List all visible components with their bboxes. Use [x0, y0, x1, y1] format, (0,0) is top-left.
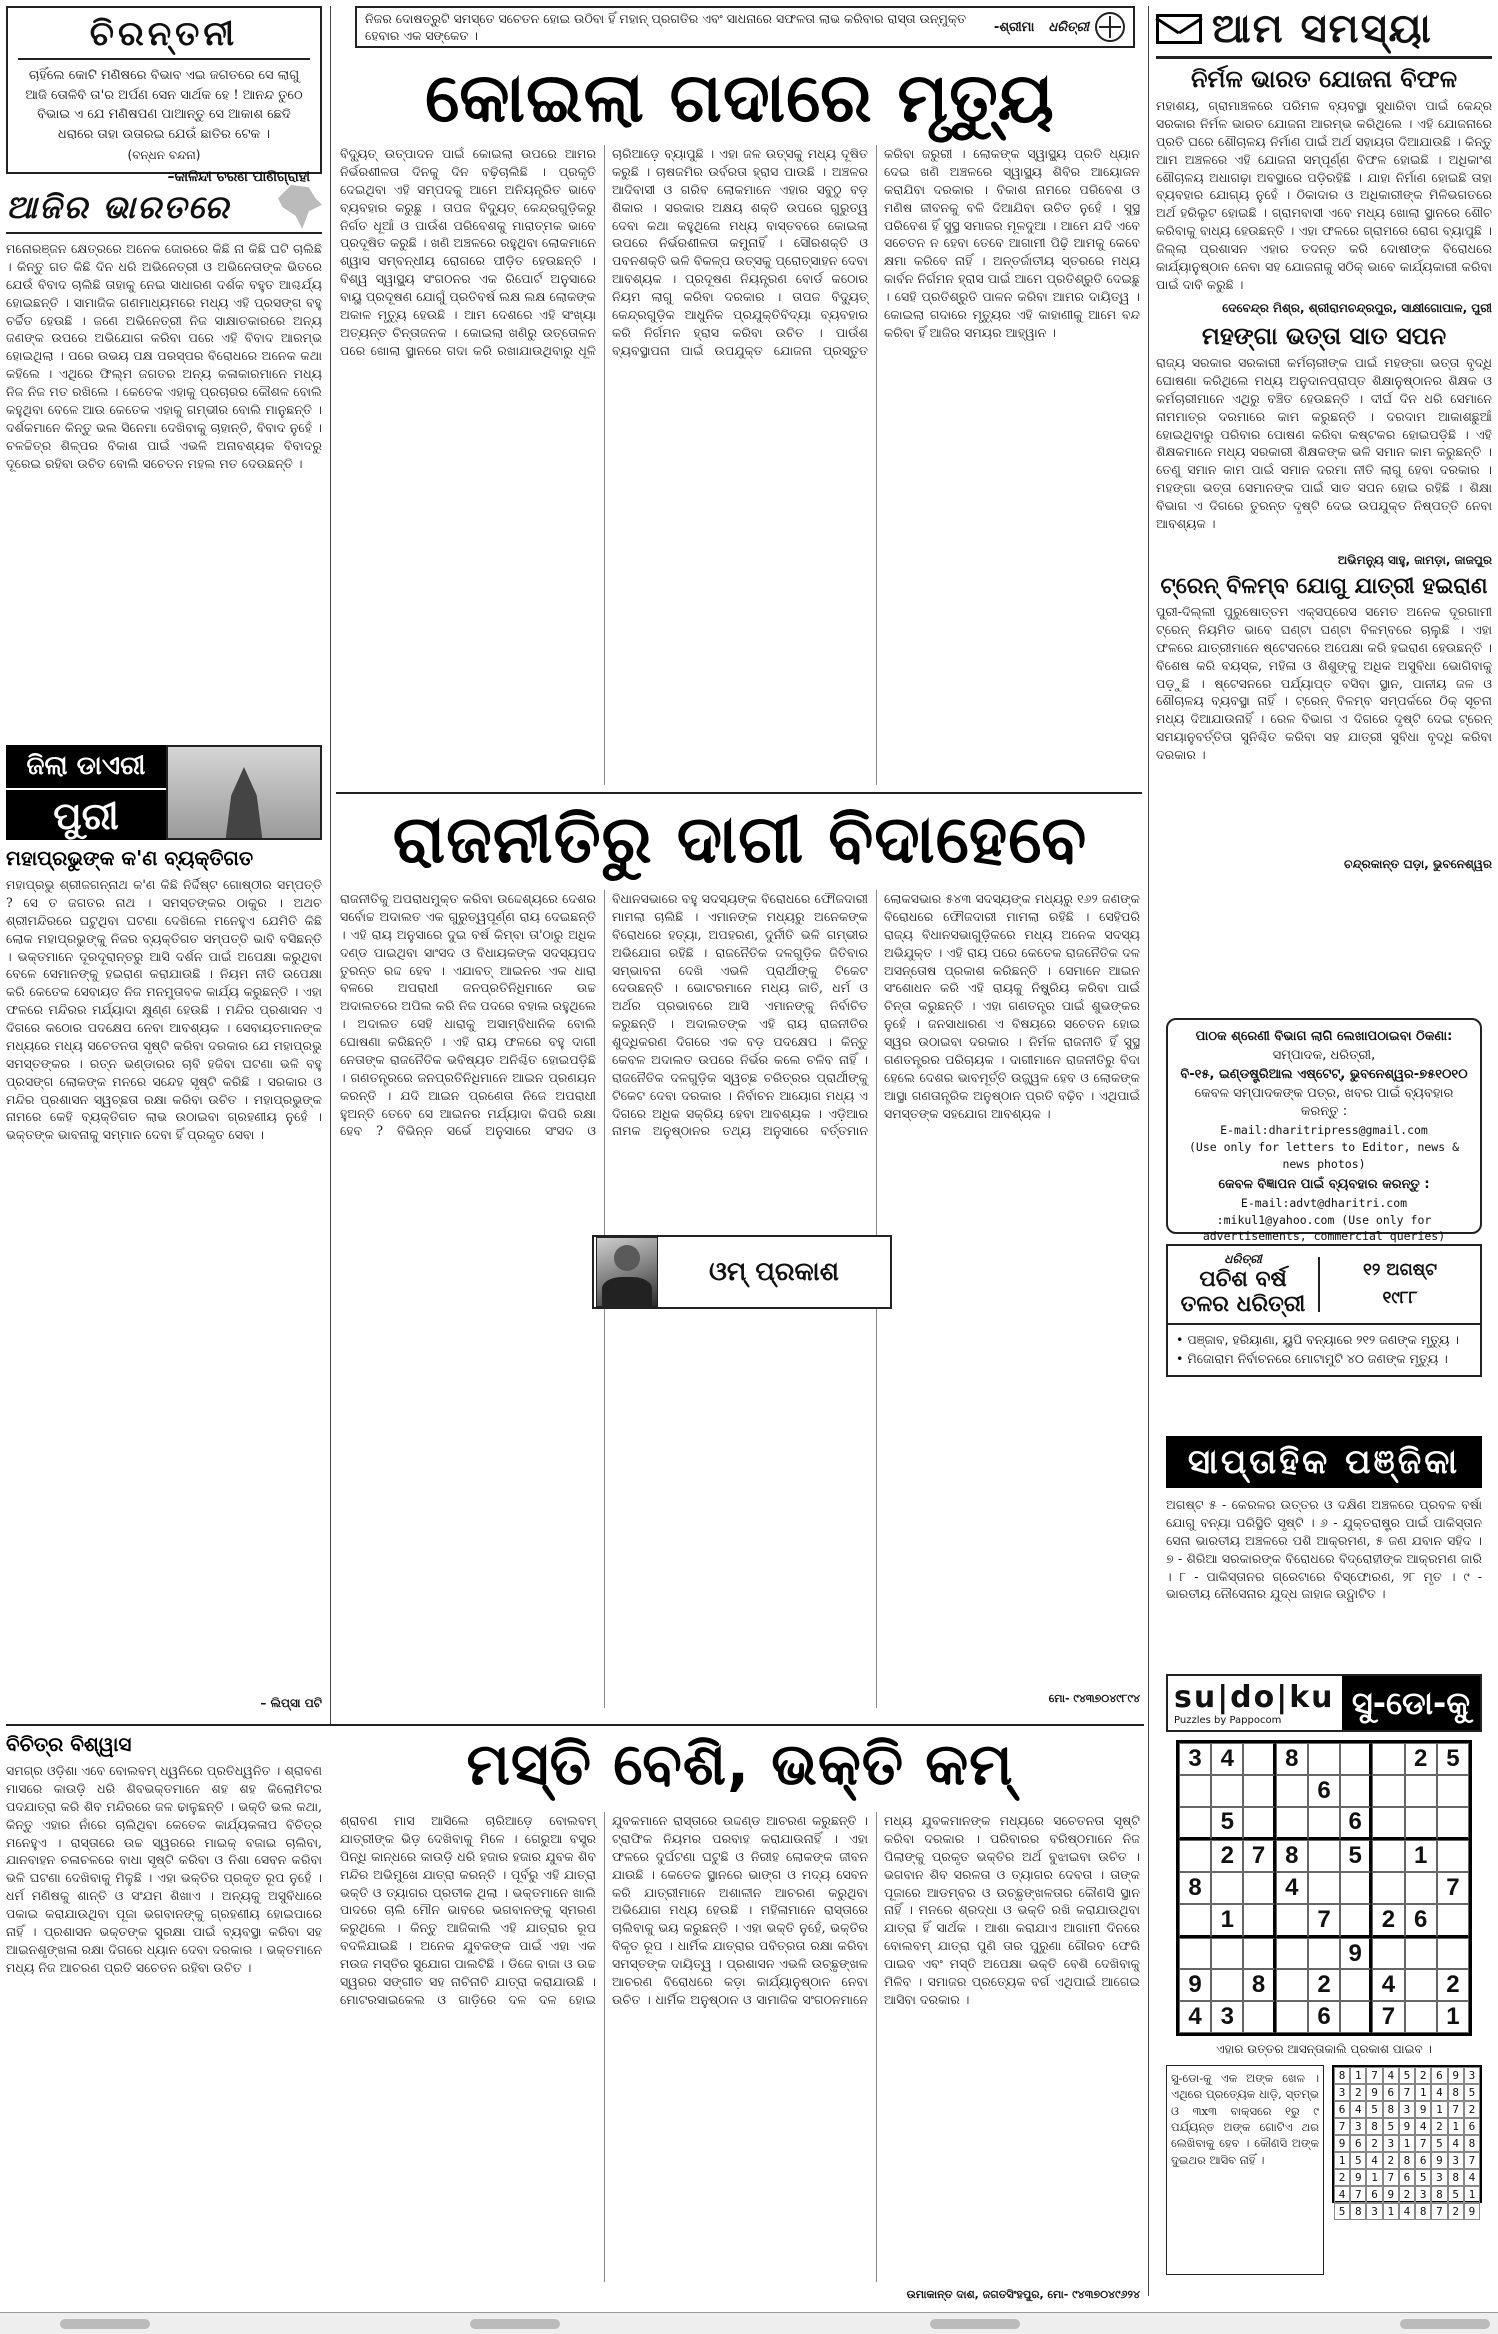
sudoku-cell[interactable] [1340, 1969, 1372, 2001]
sudoku-cell: 6 [1340, 1807, 1372, 1841]
solution-cell: 5 [1448, 2186, 1464, 2203]
sudoku-cell[interactable] [1372, 1775, 1404, 1807]
sudoku-cell: 7 [1308, 1904, 1340, 1938]
mahaprabhu-title: ମହାପ୍ରଭୁଙ୍କ କ'ଣ ବ୍ୟକ୍ତିଗତ [6, 846, 254, 870]
contact-line5: କେବଳ ବିଜ୍ଞାପନ ପାଇଁ ବ୍ୟବହାର କରନ୍ତୁ : [1218, 1177, 1430, 1193]
anniv-date1: ୧୨ ଅଗଷ୍ଟ [1362, 1260, 1438, 1281]
solution-cell: 2 [1448, 2203, 1464, 2220]
scroll-tab-left[interactable] [60, 2319, 150, 2329]
sudoku-cell: 1 [1437, 2001, 1469, 2033]
masti-body: ଶ୍ରାବଣ ମାସ ଆସିଲେ ଚାରିଆଡ଼େ ବୋଲବମ୍ ଯାତ୍ରୀଙ୍କ ଭିଡ଼ ଦେଖିବାକୁ ମିଳେ । ଗେରୁଆ ବସ୍ତ୍ର ପିନ୍ଧି କାନ୍ଧରେ କାଉଡ଼ି ଧରି ହଜାର ହଜାର ଯୁବକ ଶିବ ମନ୍ଦିର ଅଭିମୁଖେ ଯାତ୍ରା କରନ୍ତି । ପୂର୍ବରୁ ଏହି ଯାତ୍ରା ଭକ୍ତି ଓ ତ୍ୟାଗର ପ୍ରତୀକ ଥିଲା । ଭକ୍ତମାନେ ଖାଲି ପାଦରେ ଚାଲି ମୌନ ଭାବରେ ଭଗବାନଙ୍କୁ ସ୍ମରଣ କରୁଥିଲେ । କିନ୍ତୁ ଆଜିକାଲି ଏହି ଯାତ୍ରାର ରୂପ ବଦଳିଯାଇଛି । ଅନେକ ଯୁବକଙ୍କ ପାଇଁ ଏହା ଏକ ମଉଜ ମସ୍ତିର ସୁଯୋଗ ପାଲଟିଛି । ଡିଜେ ବାଜା ଓ ଉଚ୍ଚ ସ୍ୱରର ସଙ୍ଗୀତ ସହ ନାଚିନାଚି ଯାତ୍ରା କରାଯାଉଛି । ମୋଟରସାଇକେଲ ଓ ଗାଡ଼ିରେ ଦଳ ଦଳ ହୋଇ ଯୁବକମାନେ ରାସ୍ତାରେ ଉଦ୍ଦଣ୍ଡ ଆଚରଣ କରୁଛନ୍ତି । ଟ୍ରାଫିକ ନିୟମର ପରବାହ କରାଯାଉନାହିଁ । ଏହା ଫଳରେ ଦୁର୍ଘଟଣା ଘଟୁଛି ଓ ନିରୀହ ଲୋକଙ୍କ ଜୀବନ ଯାଉଛି । କେତେକ ସ୍ଥାନରେ ଭାଙ୍ଗ ଓ ମଦ୍ୟ ସେବନ କରି ଯାତ୍ରୀମାନେ ଅଶାଳୀନ ଆଚରଣ କରୁଥିବା ଅଭିଯୋଗ ମଧ୍ୟ ହେଉଛି । ମହିଳାମାନେ ରାସ୍ତାରେ ଚାଲିବାକୁ ଭୟ କରୁଛନ୍ତି । ଏହା ଭକ୍ତି ନୁହେଁ, ଭକ୍ତିର ବିକୃତ ରୂପ । ଧାର୍ମିକ ଯାତ୍ରାର ପବିତ୍ରତା ରକ୍ଷା କରିବା ସମସ୍ତଙ୍କ ଦାୟିତ୍ୱ । ପ୍ରଶାସନ ଏଭଳି ଉଚ୍ଛୃଙ୍ଖଳ ଆଚରଣ ବିରୋଧରେ କଡ଼ା କାର୍ଯ୍ୟାନୁଷ୍ଠାନ ନେବା ଉଚିତ । ଧାର୍ମିକ ଅନୁଷ୍ଠାନ ଓ ସାମାଜିକ ସଂଗଠନମାନେ ମଧ୍ୟ ଯୁବକମାନଙ୍କ ମଧ୍ୟରେ ସଚେତନତା ସୃଷ୍ଟି କରିବା ଦରକାର । ପରିବାରର ବରିଷ୍ଠମାନେ ନିଜ ପିଲାଙ୍କୁ ପ୍ରକୃତ ଭକ୍ତିର ଅର୍ଥ ବୁଝାଇବା ଉଚିତ । ଭଗବାନ ଶିବ ସରଳତା ଓ ତ୍ୟାଗର ଦେବତା । ତାଙ୍କ ପୂଜାରେ ଆଡମ୍ବର ଓ ଉଚ୍ଛୃଙ୍ଖଳତାର କୌଣସି ସ୍ଥାନ ନାହିଁ । ମନରେ ଶ୍ରଦ୍ଧା ଓ ଭକ୍ତି ରଖି କରାଯାଉଥିବା ଯାତ୍ରା ହିଁ ସାର୍ଥକ । ଆଶା କରାଯାଏ ଆଗାମୀ ଦିନରେ ବୋଲବମ୍ ଯାତ୍ରା ପୁଣି ତାର ପୁରୁଣା ଗୌରବ ଫେରି ପାଇବ ଏବଂ ମସ୍ତି ଅପେକ୍ଷା ଭକ୍ତି ବେଶି ଦେଖିବାକୁ ମିଳିବ । ସମାଜର ପ୍ରତ୍ୟେକ ବର୍ଗ ଏଥିପାଇଁ ଆଗେଇ ଆସିବା ଦରକାର । [340, 1813, 1140, 2007]
sudoku-cell[interactable] [1372, 1840, 1404, 1872]
top-quote-banner [355, 6, 1135, 48]
contact-email1-note: (Use only for letters to Editor, news & news photos) [1188, 1139, 1460, 1171]
solution-cell: 2 [1350, 2084, 1366, 2101]
sudoku-cell[interactable] [1243, 1904, 1275, 1938]
sudoku-cell[interactable] [1179, 1807, 1211, 1841]
sudoku-cell[interactable] [1405, 1775, 1437, 1807]
contact-line1: ପାଠକ ଶ୍ରେଣୀ ବିଭାଗ ଲାଗି ଲେଖାପଠାଇବା ଠିକଣା: [1195, 1029, 1453, 1044]
sudoku-cell[interactable] [1372, 1872, 1404, 1904]
zila-diary-box [6, 745, 322, 840]
sudoku-cell[interactable] [1437, 1775, 1469, 1807]
ajira-bharat-section [6, 182, 322, 742]
rajaniti-author-card [592, 1235, 892, 1309]
sudoku-cell[interactable] [1276, 1807, 1308, 1841]
sudoku-cell: 9 [1340, 1938, 1372, 1970]
sudoku-cell[interactable] [1276, 1938, 1308, 1970]
contact-email3[interactable]: :mikul1@yahoo.com (Use only for [1216, 1212, 1432, 1227]
solution-cell: 3 [1383, 2135, 1399, 2152]
sudoku-cell: 6 [1308, 2001, 1340, 2033]
solution-cell: 4 [1334, 2186, 1350, 2203]
sudoku-cell[interactable] [1405, 1807, 1437, 1841]
brand-logo: ଧରିତ୍ରୀ [1048, 19, 1089, 35]
sudoku-cell[interactable] [1308, 1840, 1340, 1872]
solution-cell: 1 [1366, 2169, 1382, 2186]
solution-cell: 3 [1366, 2203, 1382, 2220]
solution-cell: 6 [1415, 2152, 1431, 2169]
solution-cell: 7 [1366, 2067, 1382, 2084]
solution-cell: 6 [1383, 2084, 1399, 2101]
contact-email2[interactable]: E-mail:advt@dharitri.com [1240, 1196, 1408, 1211]
solution-cell: 5 [1399, 2067, 1415, 2084]
sudoku-grid [1176, 1740, 1472, 2036]
sudoku-cell[interactable] [1340, 1904, 1372, 1938]
sudoku-cell[interactable] [1243, 1775, 1275, 1807]
solution-cell: 1 [1334, 2152, 1350, 2169]
mahaprabhu-author: – ଲିପ୍ସା ପଟି [260, 1696, 322, 1710]
anniv-label2: ତଳର ଧରିତ୍ରୀ [1180, 1292, 1306, 1317]
solution-cell: 9 [1334, 2135, 1350, 2152]
solution-cell: 2 [1366, 2135, 1382, 2152]
solution-cell: 5 [1431, 2135, 1447, 2152]
sudoku-cell[interactable] [1211, 1775, 1243, 1807]
sudoku-cell[interactable] [1243, 1872, 1275, 1904]
contact-line4: କେବଳ ସମ୍ପାଦକଙ୍କ ପତ୍ର, ଖବର ପାଇଁ ବ୍ୟବହାର କରନ୍ତୁ : [1194, 1085, 1454, 1120]
sudoku-cell: 2 [1437, 1969, 1469, 2001]
sudoku-cell[interactable] [1243, 2001, 1275, 2033]
solution-cell: 9 [1399, 2118, 1415, 2135]
solution-cell: 9 [1448, 2067, 1464, 2084]
solution-cell: 3 [1399, 2101, 1415, 2118]
sudoku-cell: 7 [1437, 1872, 1469, 1904]
solution-cell: 4 [1399, 2203, 1415, 2220]
temple-photo [166, 745, 322, 840]
anniv-item2: • ମିଜୋରାମ ନିର୍ବାଚନରେ ମୋଟାମୁଟି ୪୦ ଜଣଙ୍କ ମୃତ୍ୟୁ । [1176, 1350, 1448, 1366]
letter1-body: ମହାଶୟ, ଗ୍ରାମାଞ୍ଚଳରେ ପରିମଳ ବ୍ୟବସ୍ଥା ସୁଧାରିବା ପାଇଁ କେନ୍ଦ୍ର ସରକାର ନିର୍ମଳ ଭାରତ ଯୋଜନା ଆରମ୍ଭ କରିଥିଲେ । ଏହି ଯୋଜନାରେ ପ୍ରତି ଘରେ ଶୌଚାଳୟ ନିର୍ମାଣ ପାଇଁ ଅର୍ଥ ସହାୟତା ଦିଆଯାଉଛି । କିନ୍ତୁ ଆମ ଅଞ୍ଚଳରେ ଏହି ଯୋଜନା ସମ୍ପୂର୍ଣ୍ଣ ବିଫଳ ହୋଇଛି । ଅଧିକାଂଶ ଶୌଚାଳୟ ଅଧାଗଢ଼ା ଅବସ୍ଥାରେ ପଡ଼ିରହିଛି । ଯାହା ନିର୍ମାଣ ହୋଇଛି ତାହା ବ୍ୟବହାର ଯୋଗ୍ୟ ନୁହେଁ । ଠିକାଦାର ଓ ଅଧିକାରୀଙ୍କ ମିଳିଭଗତରେ ଅର୍ଥ ହରିଲୁଟ ହୋଇଛି । ଗ୍ରାମବାସୀ ଏବେ ମଧ୍ୟ ଖୋଲା ସ୍ଥାନରେ ଶୌଚ କରିବାକୁ ବାଧ୍ୟ ହେଉଛନ୍ତି । ଏହା ଫଳରେ ଗ୍ରାମରେ ରୋଗ ବ୍ୟାପୁଛି । ଜିଲ୍ଲା ପ୍ରଶାସନ ଏହାର ତଦନ୍ତ କରି ଦୋଷୀଙ୍କ ବିରୋଧରେ କାର୍ଯ୍ୟାନୁଷ୍ଠାନ ନେବା ସହ ଯୋଜନାକୁ ସଠିକ୍ ଭାବେ କାର୍ଯ୍ୟକାରୀ କରିବା ପାଇଁ ଦାବି କରୁଛି । [1156, 98, 1492, 292]
panjika-body: ଅଗଷ୍ଟ ୫ - କେରଳର ଉତ୍ତର ଓ ଦକ୍ଷିଣ ଅଞ୍ଚଳରେ ପ୍ରବଳ ବର୍ଷା ଯୋଗୁ ବନ୍ୟା ପରିସ୍ଥିତି ସୃଷ୍ଟି । ୬ - ଯୁକ୍ତରାଷ୍ଟ୍ର ପାଇଁ ପାକିସ୍ତାନ ସେନା ଭାରତୀୟ ଅଞ୍ଚଳରେ ପଶି ଆକ୍ରମଣ, ୫ ଜଣ ଯବାନ ସହିଦ । ୭ - ଶିରିଆ ସରକାରଙ୍କ ବିରୋଧରେ ବିଦ୍ରୋହୀଙ୍କ ଆକ୍ରମଣ ଜାରି । ୮ - ପାକିସ୍ତାନର ଗ୍ରେଟାରେ ବିସ୍ଫୋରଣ, ୨୮ ମୃତ । ୯ - ଭାରତୀୟ ନୌସେନାର ଯୁଦ୍ଧ ଜାହାଜ ଉଦ୍ଘାଟିତ । [1166, 1497, 1482, 1602]
sudoku-cell[interactable] [1276, 1904, 1308, 1938]
solution-cell: 4 [1366, 2152, 1382, 2169]
solution-cell: 7 [1399, 2084, 1415, 2101]
rajaniti-author-name: ଓମ୍ ପ୍ରକାଶ [708, 1256, 840, 1287]
solution-cell: 7 [1448, 2101, 1464, 2118]
solution-cell: 7 [1431, 2203, 1447, 2220]
sudoku-cell[interactable] [1276, 1969, 1308, 2001]
solution-cell: 8 [1366, 2118, 1382, 2135]
sudoku-cell[interactable] [1405, 1938, 1437, 1970]
sudoku-cell[interactable] [1308, 1743, 1340, 1775]
sudoku-cell[interactable] [1340, 1743, 1372, 1775]
chirantani-title: ଚିରନ୍ତନୀ [18, 14, 310, 60]
bichitra-section [6, 1732, 322, 2302]
sudoku-cell[interactable] [1405, 1969, 1437, 2001]
sudoku-cell[interactable] [1372, 1938, 1404, 1970]
sudoku-cell[interactable] [1179, 1938, 1211, 1970]
letter3-title: ଟ୍ରେନ୍ ବିଳମ୍ବ ଯୋଗୁ ଯାତ୍ରୀ ହଇରାଣ [1160, 574, 1488, 599]
letter3-body: ପୁରୀ-ଦିଲ୍ଲୀ ପୁରୁଷୋତ୍ତମ ଏକ୍ସପ୍ରେସ ସମେତ ଅନେକ ଦୂରଗାମୀ ଟ୍ରେନ୍ ନିୟମିତ ଭାବେ ଘଣ୍ଟା ଘଣ୍ଟା ବିଳମ୍ବରେ ଚାଲୁଛି । ଏହା ଫଳରେ ଯାତ୍ରୀମାନେ ଷ୍ଟେସନରେ ଅପେକ୍ଷା କରି ହଇରାଣ ହେଉଛନ୍ତି । ବିଶେଷ କରି ବୟସ୍କ, ମହିଳା ଓ ଶିଶୁଙ୍କୁ ଅଧିକ ଅସୁବିଧା ଭୋଗିବାକୁ ପଡ଼ୁଛି । ଷ୍ଟେସନରେ ପର୍ଯ୍ୟାପ୍ତ ବସିବା ସ୍ଥାନ, ପାନୀୟ ଜଳ ଓ ଶୌଚାଳୟ ବ୍ୟବସ୍ଥା ନାହିଁ । ଟ୍ରେନ୍ ବିଳମ୍ବ ସମ୍ପର୍କରେ ଠିକ୍ ସୂଚନା ମଧ୍ୟ ଦିଆଯାଉନାହିଁ । ରେଳ ବିଭାଗ ଏ ଦିଗରେ ଦୃଷ୍ଟି ଦେଇ ଟ୍ରେନ୍ ସମୟାନୁବର୍ତ୍ତିତା ସୁନିଶ୍ଚିତ କରିବା ସହ ଯାତ୍ରୀ ସୁବିଧା ବୃଦ୍ଧି କରିବା ଦରକାର । [1156, 604, 1492, 762]
solution-cell: 1 [1383, 2203, 1399, 2220]
sudoku-cell[interactable] [1405, 1872, 1437, 1904]
solution-cell: 3 [1350, 2118, 1366, 2135]
sudoku-cell[interactable] [1308, 1872, 1340, 1904]
sudoku-cell[interactable] [1179, 1775, 1211, 1807]
solution-cell: 4 [1415, 2118, 1431, 2135]
solution-cell: 2 [1383, 2152, 1399, 2169]
solution-cell: 5 [1383, 2118, 1399, 2135]
solution-cell: 4 [1464, 2169, 1480, 2186]
solution-cell: 5 [1415, 2169, 1431, 2186]
solution-cell: 1 [1448, 2118, 1464, 2135]
solution-cell: 8 [1334, 2067, 1350, 2084]
sudoku-cell: 4 [1179, 2001, 1211, 2033]
sudoku-cell: 5 [1437, 1743, 1469, 1775]
sudoku-cell[interactable] [1243, 1743, 1275, 1775]
sudoku-cell: 4 [1276, 1872, 1308, 1904]
koila-body: ବିଦ୍ୟୁତ୍ ଉତ୍ପାଦନ ପାଇଁ କୋଇଲା ଉପରେ ଆମର ନିର୍ଭରଶୀଳତା ଦିନକୁ ଦିନ ବଢ଼ିଚାଲିଛି । ପ୍ରକୃତି ଦେଇଥିବା ଏହି ସମ୍ପଦକୁ ଆମେ ଅନିୟନ୍ତ୍ରିତ ଭାବେ ବ୍ୟବହାର କରୁଛୁ । ତାପଜ ବିଦ୍ୟୁତ୍ କେନ୍ଦ୍ରଗୁଡ଼ିକରୁ ନିର୍ଗତ ଧୂଆଁ ଓ ପାଉଁଶ ପରିବେଶକୁ ମାରାତ୍ମକ ଭାବେ ପ୍ରଦୂଷିତ କରୁଛି । ଖଣି ଅଞ୍ଚଳରେ ରହୁଥିବା ଲୋକମାନେ ଶ୍ୱାସ ସମ୍ବନ୍ଧୀୟ ରୋଗରେ ପୀଡ଼ିତ ହେଉଛନ୍ତି । ବିଶ୍ୱ ସ୍ୱାସ୍ଥ୍ୟ ସଂଗଠନର ଏକ ରିପୋର୍ଟ ଅନୁସାରେ ବାୟୁ ପ୍ରଦୂଷଣ ଯୋଗୁଁ ପ୍ରତିବର୍ଷ ଲକ୍ଷ ଲକ୍ଷ ଲୋକଙ୍କ ଅକାଳ ମୃତ୍ୟୁ ହେଉଛି । ଆମ ଦେଶରେ ଏହି ସଂଖ୍ୟା ଅତ୍ୟନ୍ତ ଚିନ୍ତାଜନକ । କୋଇଲା ଖଣିରୁ ଉତ୍ତୋଳନ ପରେ ଖୋଲା ସ୍ଥାନରେ ଗଦା କରି ରଖାଯାଉଥିବାରୁ ଧୂଳି ଚାରିଆଡ଼େ ବ୍ୟାପୁଛି । ଏହା ଜଳ ଉତ୍ସକୁ ମଧ୍ୟ ଦୂଷିତ କରୁଛି । ଚାଷଜମିର ଉର୍ବରତା ହ୍ରାସ ପାଉଛି । ଅଞ୍ଚଳର ଆଦିବାସୀ ଓ ଗରିବ ଲୋକମାନେ ଏହାର ସବୁଠୁ ବଡ଼ ଶିକାର । ସରକାର ଅକ୍ଷୟ ଶକ୍ତି ଉପରେ ଗୁରୁତ୍ୱ ଦେବା କଥା କହୁଥିଲେ ମଧ୍ୟ ବାସ୍ତବରେ କୋଇଲା ଉପରେ ନିର୍ଭରଶୀଳତା କମୁନାହିଁ । ସୌରଶକ୍ତି ଓ ପବନଶକ୍ତି ଭଳି ବିକଳ୍ପ ଉତ୍ସକୁ ପ୍ରୋତ୍ସାହନ ଦେବା ଆବଶ୍ୟକ । ପ୍ରଦୂଷଣ ନିୟନ୍ତ୍ରଣ ବୋର୍ଡ କଠୋର ନିୟମ ଲାଗୁ କରିବା ଦରକାର । ତାପଜ ବିଦ୍ୟୁତ୍ କେନ୍ଦ୍ରଗୁଡ଼ିକ ଆଧୁନିକ ପ୍ରଯୁକ୍ତିବିଦ୍ୟା ବ୍ୟବହାର କରି ନିର୍ଗମନ ହ୍ରାସ କରିବା ଉଚିତ । ପାଉଁଶ ବ୍ୟବସ୍ଥାପନା ପାଇଁ ଉପଯୁକ୍ତ ଯୋଜନା ପ୍ରସ୍ତୁତ କରିବା ଜରୁରୀ । ଲୋକଙ୍କ ସ୍ୱାସ୍ଥ୍ୟ ପ୍ରତି ଧ୍ୟାନ ଦେଇ ଖଣି ଅଞ୍ଚଳରେ ସ୍ୱାସ୍ଥ୍ୟ ଶିବିର ଆୟୋଜନ କରାଯିବା ଦରକାର । ବିକାଶ ନାମରେ ପରିବେଶ ଓ ମଣିଷ ଜୀବନକୁ ବଳି ଦିଆଯିବା ଉଚିତ ନୁହେଁ । ସୁସ୍ଥ ପରିବେଶ ହିଁ ସୁସ୍ଥ ସମାଜର ମୂଳଦୁଆ । ଆମେ ଯଦି ଏବେ ସଚେତନ ନ ହେବା ତେବେ ଆଗାମୀ ପିଢ଼ି ଆମକୁ କେବେ କ୍ଷମା କରିବେ ନାହିଁ । ଅନ୍ତର୍ଜାତୀୟ ସ୍ତରରେ ମଧ୍ୟ କାର୍ବନ ନିର୍ଗମନ ହ୍ରାସ ପାଇଁ ଆମେ ପ୍ରତିଶ୍ରୁତି ଦେଇଛୁ । ସେହି ପ୍ରତିଶ୍ରୁତି ପାଳନ କରିବା ଆମର ଦାୟିତ୍ୱ । କୋଇଲା ଗଦାରେ ମୃତ୍ୟୁର ଏହି କାହାଣୀକୁ ଆମେ ବନ୍ଦ କରିବା ହିଁ ଆଜିର ସମୟର ଆହ୍ୱାନ । [340, 146, 1140, 358]
panjika-title: ସାପ୍ତାହିକ ପଞ୍ଜିକା [1166, 1436, 1482, 1488]
masti-headline: ମସ୍ତି ବେଶି, ଭକ୍ତି କମ୍ [466, 1730, 1014, 1798]
contact-line3: ବି-୧୫, ଇଣ୍ଡଷ୍ଟ୍ରିଆଲ ଏଷ୍ଟେଟ୍, ଭୁବନେଶ୍ୱର-୭୫୧୦୧୦ [1180, 1066, 1468, 1082]
contact-line2: ସମ୍ପାଦକ, ଧରିତ୍ରୀ, [1272, 1047, 1376, 1063]
sudoku-cell[interactable] [1211, 1938, 1243, 1970]
sudoku-cell[interactable] [1243, 1807, 1275, 1841]
solution-cell: 1 [1431, 2101, 1447, 2118]
solution-cell: 7 [1415, 2135, 1431, 2152]
anniv-date2: ୧୯୮୮ [1382, 1287, 1418, 1308]
rajaniti-contact: ମୋ- ୯୪୩୭୦୪୯୮୯୪ [1048, 1692, 1140, 1705]
mahaprabhu-section [6, 846, 322, 1718]
sudoku-cell[interactable] [1437, 1807, 1469, 1841]
letter2-body: ରାଜ୍ୟ ସରକାର ସରକାରୀ କର୍ମଚାରୀଙ୍କ ପାଇଁ ମହଙ୍ଗା ଭତ୍ତା ବୃଦ୍ଧି ଘୋଷଣା କରିଥିଲେ ମଧ୍ୟ ଅନୁଦାନପ୍ରାପ୍ତ ଶିକ୍ଷାନୁଷ୍ଠାନର ଶିକ୍ଷକ ଓ କର୍ମଚାରୀମାନେ ଏଥିରୁ ବଞ୍ଚିତ ହେଉଛନ୍ତି । ଦୀର୍ଘ ଦିନ ଧରି ସେମାନେ ନାମମାତ୍ର ଦରମାରେ କାମ କରୁଛନ୍ତି । ଦରଦାମ ଆକାଶଛୁଆଁ ହୋଇଥିବାରୁ ପରିବାର ପୋଷଣ କରିବା କଷ୍ଟକର ହୋଇପଡ଼ିଛି । ଏହି ଶିକ୍ଷକମାନେ ମଧ୍ୟ ସରକାରୀ ଶିକ୍ଷକଙ୍କ ଭଳି ସମାନ କାମ କରୁଛନ୍ତି । ତେଣୁ ସମାନ କାମ ପାଇଁ ସମାନ ଦରମା ନୀତି ଲାଗୁ ହେବା ଦରକାର । ମହଙ୍ଗା ଭତ୍ତା ସେମାନଙ୍କ ପାଇଁ ସାତ ସପନ ହୋଇ ରହିଛି । ଶିକ୍ଷା ବିଭାଗ ଏ ଦିଗରେ ତୁରନ୍ତ ଦୃଷ୍ଟି ଦେଇ ଉପଯୁକ୍ତ ନିଷ୍ପତ୍ତି ନେବା ଆବଶ୍ୟକ । [1156, 355, 1492, 531]
sudoku-cell: 6 [1308, 1775, 1340, 1807]
sudoku-section [1166, 1674, 1482, 2275]
sudoku-cell: 5 [1211, 1807, 1243, 1841]
sudoku-cell: 7 [1243, 1840, 1275, 1872]
solution-cell: 8 [1464, 2135, 1480, 2152]
solution-cell: 3 [1415, 2186, 1431, 2203]
solution-cell: 6 [1366, 2186, 1382, 2203]
chirantani-author: –କାଳିନ୍ଦୀ ଚରଣ ପାଣିଗ୍ରାହୀ [167, 169, 310, 185]
anniv-brand: ଧରିତ୍ରୀ [1224, 1252, 1262, 1266]
india-map-icon [278, 185, 322, 229]
sudoku-cell[interactable] [1211, 1969, 1243, 2001]
solution-cell: 9 [1383, 2186, 1399, 2203]
author-photo [596, 1237, 658, 1307]
bichitra-body: ସମଗ୍ର ଓଡ଼ିଶା ଏବେ ବୋଲବମ୍ ଧ୍ୱନିରେ ପ୍ରତିଧ୍ୱନିତ । ଶ୍ରାବଣ ମାସରେ କାଉଡ଼ି ଧରି ଶିବଭକ୍ତମାନେ ଶହ ଶହ କିଲୋମିଟର ପଦଯାତ୍ରା କରି ଶିବ ମନ୍ଦିରରେ ଜଳ ଢାଳୁଛନ୍ତି । ଭକ୍ତି ଭଲ କଥା, କିନ୍ତୁ ଏହାର ନାଁରେ ଚାଲିଥିବା କେତେକ କାର୍ଯ୍ୟକଳାପ ବିଚିତ୍ର ମନେହୁଏ । ରାସ୍ତାରେ ଉଚ୍ଚ ସ୍ୱରରେ ମାଇକ୍ ବଜାଇ ଚାଲିବା, ଯାନବାହନ ଚଳାଚଳରେ ବାଧା ସୃଷ୍ଟି କରିବା ଓ ନିଶା ସେବନ କରିବା ଭଳି ଘଟଣା ଦେଖିବାକୁ ମିଳୁଛି । ଏହା ଭକ୍ତିର ପ୍ରକୃତ ରୂପ ନୁହେଁ । ଧର୍ମ ମଣିଷକୁ ଶାନ୍ତି ଓ ସଂଯମ ଶିଖାଏ । ଅନ୍ୟକୁ ଅସୁବିଧାରେ ପକାଇ କରାଯାଉଥିବା ପୂଜା ଭଗବାନଙ୍କୁ ଗ୍ରହଣୀୟ ହୋଇପାରେ ନାହିଁ । ପ୍ରଶାସନ ଭକ୍ତଙ୍କ ସୁରକ୍ଷା ପାଇଁ ବ୍ୟବସ୍ଥା କରିବା ସହ ଆଇନଶୃଙ୍ଖଳା ରକ୍ଷା ଦିଗରେ ଧ୍ୟାନ ଦେବା ଦରକାର । ଭକ୍ତମାନେ ମଧ୍ୟ ନିଜ ଆଚରଣ ପ୍ରତି ସଚେତନ ରହିବା ଉଚିତ । [6, 1763, 322, 1975]
solution-cell: 2 [1431, 2118, 1447, 2135]
koila-headline: କୋଇଲା ଗଦାରେ ମୃତ୍ୟୁ [425, 59, 1055, 138]
zila-diary-label: ଜିଲା ଡାଏରୀ [6, 745, 166, 790]
sudoku-answer-note: ଏହାର ଉତ୍ତର ଆସନ୍ତାକାଲି ପ୍ରକାଶ ପାଇବ । [1216, 2042, 1432, 2056]
sudoku-credit: Puzzles by Pappocom [1174, 1715, 1282, 1726]
sudoku-cell[interactable] [1372, 1743, 1404, 1775]
solution-cell: 2 [1464, 2101, 1480, 2118]
solution-cell: 8 [1350, 2203, 1366, 2220]
sudoku-cell[interactable] [1308, 1938, 1340, 1970]
solution-cell: 7 [1383, 2169, 1399, 2186]
contact-box [1166, 1018, 1482, 1244]
solution-cell: 8 [1383, 2101, 1399, 2118]
sudoku-cell: 6 [1405, 1904, 1437, 1938]
chirantani-box [6, 6, 322, 185]
scroll-tab-right[interactable] [1400, 2319, 1490, 2329]
solution-cell: 6 [1399, 2169, 1415, 2186]
sudoku-cell[interactable] [1276, 1775, 1308, 1807]
solution-cell: 5 [1334, 2203, 1350, 2220]
solution-cell: 5 [1366, 2101, 1382, 2118]
zila-diary-district: ପୁରୀ [53, 794, 119, 838]
solution-cell: 7 [1464, 2152, 1480, 2169]
sudoku-cell[interactable] [1243, 1938, 1275, 1970]
scroll-tab-mid1[interactable] [470, 2319, 560, 2329]
anniv-item1: • ପଞ୍ଜାବ, ହରିୟାଣା, ୟୁପି ବନ୍ୟାରେ ୨୧୨ ଜଣଙ୍କ ମୃତ୍ୟୁ । [1176, 1332, 1460, 1347]
letter3-signature: ଚନ୍ଦ୍ରକାନ୍ତ ଘଡ଼ା, ଭୁବନେଶ୍ୱର [1344, 857, 1492, 871]
sudoku-cell[interactable] [1179, 1904, 1211, 1938]
solution-cell: 9 [1366, 2084, 1382, 2101]
solution-cell: 4 [1350, 2101, 1366, 2118]
sudoku-cell[interactable] [1437, 1938, 1469, 1970]
sudoku-cell[interactable] [1211, 1872, 1243, 1904]
anniv-label1: ପଚିଶ ବର୍ଷ [1199, 1267, 1287, 1292]
envelope-icon [1156, 14, 1202, 44]
mahaprabhu-body: ମହାପ୍ରଭୁ ଶ୍ରୀଜଗନ୍ନାଥ କ'ଣ କିଛି ନିର୍ଦ୍ଦିଷ୍ଟ ଗୋଷ୍ଠୀର ସମ୍ପତ୍ତି ? ସେ ତ ଜଗତର ନାଥ । ସମସ୍ତଙ୍କର ଠାକୁର । ଅଥଚ ଶ୍ରୀମନ୍ଦିରରେ ଘଟୁଥିବା ଘଟଣା ଦେଖିଲେ ମନେହୁଏ ଯେମିତି କିଛି ଲୋକ ମହାପ୍ରଭୁଙ୍କୁ ନିଜର ବ୍ୟକ୍ତିଗତ ସମ୍ପତ୍ତି ଭାବି ବସିଛନ୍ତି । ଭକ୍ତମାନେ ଦୂରଦୂରାନ୍ତରୁ ଆସି ଦର୍ଶନ ପାଇଁ ଅପେକ୍ଷା କରୁଥିବା ବେଳେ ସେମାନଙ୍କୁ ହଇରାଣ କରାଯାଉଛି । ନିୟମ ନୀତି ଉପେକ୍ଷା କରି କେତେକ ସେବାୟତ ନିଜ ମନମୁତାବକ କାର୍ଯ୍ୟ କରୁଛନ୍ତି । ଏହା ଫଳରେ ମନ୍ଦିରର ମର୍ଯ୍ୟାଦା କ୍ଷୁଣ୍ଣ ହେଉଛି । ମନ୍ଦିର ପ୍ରଶାସନ ଏ ଦିଗରେ କଠୋର ପଦକ୍ଷେପ ନେବା ଆବଶ୍ୟକ । ସେବାୟତମାନଙ୍କ ମଧ୍ୟରେ ମଧ୍ୟ ସଚେତନତା ସୃଷ୍ଟି କରିବା ଦରକାର ଯେ ମହାପ୍ରଭୁ ସମସ୍ତଙ୍କର । ରତ୍ନ ଭଣ୍ଡାରର ଚାବି ହଜିବା ଘଟଣା ଭଳି ବହୁ ପ୍ରସଙ୍ଗ ଲୋକଙ୍କ ମନରେ ସନ୍ଦେହ ସୃଷ୍ଟି କରିଛି । ସରକାର ଓ ମନ୍ଦିର ପ୍ରଶାସନ ସ୍ୱଚ୍ଛତା ରକ୍ଷା କରିବା ଉଚିତ । ମହାପ୍ରଭୁଙ୍କ ନାମରେ କେହି ବ୍ୟକ୍ତିଗତ ଲାଭ ଉଠାଇବା ଗ୍ରହଣୀୟ ନୁହେଁ । ଭକ୍ତଙ୍କ ଭାବନାକୁ ସମ୍ମାନ ଦେବା ହିଁ ପ୍ରକୃତ ସେବା । [6, 877, 322, 1143]
letter2-signature: ଅଭିମନ୍ୟୁ ସାହୁ, ଜାମଡ଼ା, ଜାଜପୁର [1337, 553, 1492, 567]
contact-email1[interactable]: E-mail:dharitripress@gmail.com [1220, 1123, 1428, 1138]
solution-cell: 2 [1399, 2186, 1415, 2203]
solution-cell: 8 [1415, 2203, 1431, 2220]
sudoku-cell: 7 [1372, 2001, 1404, 2033]
letters-section-title: ଆମ ସମସ୍ୟା [1212, 6, 1433, 52]
top-quote-author: -ଶ୍ରୀମା [993, 19, 1035, 35]
sudoku-cell: 3 [1211, 2001, 1243, 2033]
solution-cell: 7 [1350, 2186, 1366, 2203]
sudoku-cell[interactable] [1340, 2001, 1372, 2033]
sudoku-odia-title: ସୁ-ଡୋ-କୁ [1342, 1676, 1480, 1730]
solution-cell: 5 [1464, 2084, 1480, 2101]
solution-cell: 5 [1350, 2152, 1366, 2169]
solution-cell: 2 [1415, 2067, 1431, 2084]
sudoku-cell[interactable] [1179, 1840, 1211, 1872]
solution-cell: 6 [1464, 2118, 1480, 2135]
solution-cell: 3 [1464, 2067, 1480, 2084]
sudoku-cell[interactable] [1405, 2001, 1437, 2033]
sudoku-cell: 8 [1276, 1840, 1308, 1872]
sudoku-cell[interactable] [1437, 1904, 1469, 1938]
sudoku-cell: 2 [1372, 1904, 1404, 1938]
sudoku-cell: 8 [1243, 1969, 1275, 2001]
bottom-scrollbar[interactable] [0, 2312, 1498, 2334]
sudoku-cell: 5 [1340, 1840, 1372, 1872]
solution-cell: 9 [1464, 2203, 1480, 2220]
sudoku-cell[interactable] [1276, 2001, 1308, 2033]
solution-cell: 1 [1399, 2135, 1415, 2152]
solution-cell: 8 [1448, 2169, 1464, 2186]
solution-cell: 4 [1431, 2084, 1447, 2101]
sudoku-brand: su|do|ku [1174, 1680, 1335, 1715]
chirantani-quote: ଚାହିଁଲେ କୋଟି ମଣିଷରେ ବିଭାବ ଏଇ ଜଗତରେ ସେ ଲାଗୁ ଆଜି ତୋଳିବି ତା'ର ଅର୍ପଣ ସେନ ସାର୍ଥକ ହେ ! ଆନନ୍ଦ ତୁଠେ ବିଭାଇ ଏ ଯେ ମଣିଷପଣ ପାଆନ୍ତୁ ସେ ଆକାଶ ଛେଦି ଧରାରେ ତାହା ଉତାରଇ ଯେଉଁ ଛାତିର ଟେକ । [25, 68, 303, 142]
solution-cell: 1 [1415, 2084, 1431, 2101]
solution-cell: 3 [1334, 2084, 1350, 2101]
solution-cell: 4 [1448, 2135, 1464, 2152]
anniversary-box [1166, 1244, 1482, 1377]
sudoku-rules: ସୁ-ଡୋ-କୁ ଏକ ଅଙ୍କ ଖେଳ । ଏଥିରେ ପ୍ରତ୍ୟେକ ଧାଡ଼ି, ସ୍ତମ୍ଭ ଓ ୩x୩ ବାକ୍ସରେ ୧ରୁ ୯ ପର୍ଯ୍ୟନ୍ତ ଅଙ୍କ ଗୋଟିଏ ଥର ଲେଖିବାକୁ ହେବ । କୌଣସି ଅଙ୍କ ଦୁଇଥର ଆସିବ ନାହିଁ । [1166, 2065, 1324, 2275]
letter2-title: ମହଙ୍ଗା ଭତ୍ତା ସାତ ସପନ [1201, 322, 1447, 350]
letters-section [1156, 6, 1492, 1010]
sudoku-cell: 4 [1372, 1969, 1404, 2001]
sudoku-cell: 1 [1211, 1904, 1243, 1938]
solution-cell: 6 [1350, 2135, 1366, 2152]
sudoku-prev-solution [1332, 2065, 1482, 2218]
solution-cell: 6 [1334, 2101, 1350, 2118]
scroll-tab-mid2[interactable] [930, 2319, 1020, 2329]
solution-cell: 1 [1464, 2186, 1480, 2203]
solution-cell: 2 [1334, 2169, 1350, 2186]
sudoku-cell: 4 [1211, 1743, 1243, 1775]
sudoku-cell: 8 [1276, 1743, 1308, 1775]
sudoku-cell: 2 [1308, 1969, 1340, 2001]
rajaniti-headline: ରାଜନୀତିରୁ ଦାଗୀ ବିଦାହେବେ [392, 801, 1088, 878]
top-quote-text: ନିଜର ଦୋଷତ୍ରୁଟି ସମସ୍ତେ ସଚେତନ ହୋଇ ଉଠିବା ହିଁ ମହାନ୍ ପ୍ରଗତିର ଏବଂ ସାଧନାରେ ସଫଳତା ଲାଭ କରିବାର ରାସ୍ତା ଉନ୍ମୁକ୍ତ ହେବାର ଏକ ସଙ୍କେତ । [365, 10, 967, 43]
sudoku-cell[interactable] [1437, 1840, 1469, 1872]
sudoku-cell: 2 [1405, 1743, 1437, 1775]
solution-cell: 4 [1383, 2067, 1399, 2084]
letter1-signature: ଦେବେନ୍ଦ୍ର ମିଶ୍ର, ଶ୍ରୀରାମଚନ୍ଦ୍ରପୁର, ସାକ୍ଷୀଗୋପାଳ, ପୁରୀ [1222, 301, 1492, 315]
dharma-wheel-icon [1095, 12, 1125, 42]
ajira-bharat-body: ମନୋରଞ୍ଜନ କ୍ଷେତ୍ରରେ ଅନେକ ଜୋରରେ କିଛି ନା କିଛି ଘଟି ଚାଲିଛି । କିନ୍ତୁ ଗତ କିଛି ଦିନ ଧରି ଅଭିନେତ୍ରୀ ଓ ଅଭିନେତାଙ୍କ ଭିତରେ ଯେଉଁ ବିବାଦ ଚାଲିଛି ତାହାକୁ ନେଇ ସାଧାରଣ ଦର୍ଶକ ବହୁତ ଆଶ୍ଚର୍ଯ୍ୟ ହୋଇଛନ୍ତି । ସାମାଜିକ ଗଣମାଧ୍ୟମରେ ମଧ୍ୟ ଏହି ପ୍ରସଙ୍ଗ ବହୁ ଚର୍ଚ୍ଚିତ ହେଉଛି । ଜଣେ ଅଭିନେତ୍ରୀ ନିଜ ସାକ୍ଷାତକାରରେ ଅନ୍ୟ ଜଣଙ୍କ ଉପରେ ଅଭିଯୋଗ କରିବା ପରେ ଏହି ବିବାଦ ଆରମ୍ଭ ହୋଇଥିଲା । ପରେ ଉଭୟ ପକ୍ଷ ପରସ୍ପର ବିରୋଧରେ ଅନେକ କଥା କହିଲେ । ଏଥିରେ ଫିଲ୍ମ ଜଗତର ଅନ୍ୟ କଳାକାରମାନେ ମଧ୍ୟ ନିଜ ନିଜ ମତ ରଖିଲେ । କେତେକ ଏହାକୁ ପ୍ରଚାରର କୌଶଳ ବୋଲି କହୁଥିବା ବେଳେ ଆଉ କେତେକ ଏହାକୁ ଗମ୍ଭୀର ବୋଲି ମାନୁଛନ୍ତି । ଦର୍ଶକମାନେ କିନ୍ତୁ ଭଲ ସିନେମା ଦେଖିବାକୁ ଚାହାନ୍ତି, ବିବାଦ ନୁହେଁ । ଚଳଚ୍ଚିତ୍ର ଶିଳ୍ପର ବିକାଶ ପାଇଁ ଏଭଳି ଅନାବଶ୍ୟକ ବିବାଦରୁ ଦୂରେଇ ରହିବା ଉଚିତ ବୋଲି ସଚେତନ ମହଲ ମତ ଦେଉଛନ୍ତି । [6, 241, 322, 471]
solution-cell: 8 [1448, 2084, 1464, 2101]
sudoku-cell[interactable] [1308, 1807, 1340, 1841]
sudoku-cell[interactable] [1340, 1775, 1372, 1807]
sudoku-cell: 3 [1179, 1743, 1211, 1775]
bichitra-title: ବିଚିତ୍ର ବିଶ୍ୱାସ [6, 1732, 132, 1756]
sudoku-cell[interactable] [1372, 1807, 1404, 1841]
solution-cell: 1 [1350, 2067, 1366, 2084]
solution-cell: 7 [1334, 2118, 1350, 2135]
chirantani-book: (ବନ୍ଧନ ବନ୍ଦନା) [127, 148, 201, 162]
solution-cell: 3 [1431, 2169, 1447, 2186]
sudoku-cell: 1 [1405, 1840, 1437, 1872]
solution-cell: 8 [1399, 2152, 1415, 2169]
contact-email3-note: advertisements, commercial queries) [1202, 1229, 1446, 1244]
sudoku-cell[interactable] [1340, 1872, 1372, 1904]
solution-cell: 9 [1415, 2101, 1431, 2118]
solution-cell: 3 [1448, 2152, 1464, 2169]
ajira-bharat-title: ଆଜିର ଭାରତରେ [6, 187, 231, 226]
masti-author: ଉମାକାନ୍ତ ଦାଶ, ଜଗତସିଂହପୁର, ମୋ- ୯୪୩୭୦୪୯୬୨୪ [906, 2288, 1140, 2301]
sudoku-cell: 2 [1211, 1840, 1243, 1872]
solution-cell: 9 [1431, 2152, 1447, 2169]
solution-cell: 8 [1431, 2186, 1447, 2203]
solution-cell: 6 [1431, 2067, 1447, 2084]
sudoku-cell: 9 [1179, 1969, 1211, 2001]
rajaniti-body: ରାଜନୀତିକୁ ଅପରାଧମୁକ୍ତ କରିବା ଉଦ୍ଦେଶ୍ୟରେ ଦେଶର ସର୍ବୋଚ୍ଚ ଅଦାଲତ ଏକ ଗୁରୁତ୍ୱପୂର୍ଣ୍ଣ ରାୟ ଦେଇଛନ୍ତି । ଏହି ରାୟ ଅନୁସାରେ ଦୁଇ ବର୍ଷ କିମ୍ବା ତା'ଠାରୁ ଅଧିକ ଦଣ୍ଡ ପାଇଥିବା ସାଂସଦ ଓ ବିଧାୟକଙ୍କ ସଦସ୍ୟପଦ ତୁରନ୍ତ ରଦ୍ଦ ହେବ । ଏଯାବତ୍ ଆଇନର ଏକ ଧାରା ବଳରେ ଅପରାଧୀ ଜନପ୍ରତିନିଧିମାନେ ଉଚ୍ଚ ଅଦାଲତରେ ଅପିଲ କରି ନିଜ ପଦରେ ବହାଲ ରହୁଥିଲେ । ଅଦାଲତ ସେହି ଧାରାକୁ ଅସାମ୍ବିଧାନିକ ବୋଲି ଘୋଷଣା କରିଛନ୍ତି । ଏହି ରାୟ ଫଳରେ ବହୁ ଦାଗୀ ନେତାଙ୍କ ରାଜନୈତିକ ଭବିଷ୍ୟତ ଅନିଶ୍ଚିତ ହୋଇପଡ଼ିଛି । ଗଣତନ୍ତ୍ରରେ ଜନପ୍ରତିନିଧିମାନେ ଆଇନ ପ୍ରଣୟନ କରନ୍ତି । ଯଦି ଆଇନ ପ୍ରଣେତା ନିଜେ ଅପରାଧୀ ହୁଅନ୍ତି ତେବେ ସେ ଆଇନର ମର୍ଯ୍ୟାଦା କିପରି ରକ୍ଷା ହେବ ? ବିଭିନ୍ନ ସର୍ଭେ ଅନୁସାରେ ସଂସଦ ଓ ବିଧାନସଭାରେ ବହୁ ସଦସ୍ୟଙ୍କ ବିରୋଧରେ ଫୌଜଦାରୀ ମାମଲା ଚାଲିଛି । ଏମାନଙ୍କ ମଧ୍ୟରୁ ଅନେକଙ୍କ ବିରୋଧରେ ହତ୍ୟା, ଅପହରଣ, ଦୁର୍ନୀତି ଭଳି ଗମ୍ଭୀର ଅଭିଯୋଗ ରହିଛି । ରାଜନୈତିକ ଦଳଗୁଡ଼ିକ ଜିତିବାର ସମ୍ଭାବନା ଦେଖି ଏଭଳି ପ୍ରାର୍ଥୀଙ୍କୁ ଟିକେଟ ଦେଉଛନ୍ତି । ଭୋଟରମାନେ ମଧ୍ୟ ଜାତି, ଧର୍ମ ଓ ଅର୍ଥର ପ୍ରଭାବରେ ଆସି ଏମାନଙ୍କୁ ନିର୍ବାଚିତ କରୁଛନ୍ତି । ଅଦାଲତଙ୍କ ଏହି ରାୟ ରାଜନୀତିର ଶୁଦ୍ଧିକରଣ ଦିଗରେ ଏକ ବଡ଼ ପଦକ୍ଷେପ । କିନ୍ତୁ କେବଳ ଅଦାଲତ ଉପରେ ନିର୍ଭର କଲେ ଚଳିବ ନାହିଁ । ରାଜନୈତିକ ଦଳଗୁଡ଼ିକ ସ୍ୱଚ୍ଛ ଚରିତ୍ରର ପ୍ରାର୍ଥୀଙ୍କୁ ଟିକେଟ ଦେବା ଦରକାର । ନିର୍ବାଚନ ଆୟୋଗ ମଧ୍ୟ ଏ ଦିଗରେ ଅଧିକ ସକ୍ରିୟ ହେବା ଆବଶ୍ୟକ । ଏଡ଼ିଆର ନାମକ ଅନୁଷ୍ଠାନର ତଥ୍ୟ ଅନୁସାରେ ବର୍ତ୍ତମାନ ଲୋକସଭାର ୫୪୩ ସଦସ୍ୟଙ୍କ ମଧ୍ୟରୁ ୧୬୨ ଜଣଙ୍କ ବିରୋଧରେ ଫୌଜଦାରୀ ମାମଲା ରହିଛି । ସେହିପରି ରାଜ୍ୟ ବିଧାନସଭାଗୁଡ଼ିକରେ ମଧ୍ୟ ଅନେକ ସଦସ୍ୟ ଅଭିଯୁକ୍ତ । ଏହି ରାୟ ପରେ କେତେକ ରାଜନୈତିକ ଦଳ ଅସନ୍ତୋଷ ପ୍ରକାଶ କରିଛନ୍ତି । ସେମାନେ ଆଇନ ସଂଶୋଧନ କରି ଏହି ରାୟକୁ ନିଷ୍କ୍ରିୟ କରିବା ପାଇଁ ଚିନ୍ତା କରୁଛନ୍ତି । ଏହା ଗଣତନ୍ତ୍ର ପାଇଁ ଶୁଭଙ୍କର ନୁହେଁ । ଜନସାଧାରଣ ଏ ବିଷୟରେ ସଚେତନ ହୋଇ ସ୍ୱର ଉଠାଇବା ଦରକାର । ନିର୍ମଳ ରାଜନୀତି ହିଁ ସୁସ୍ଥ ଗଣତନ୍ତ୍ରର ପରିଚାୟକ । ଦାଗୀମାନେ ରାଜନୀତିରୁ ବିଦା ହେଲେ ଦେଶର ଭାବମୂର୍ତ୍ତି ଉଜ୍ଜ୍ୱଳ ହେବ ଓ ଲୋକଙ୍କ ଆସ୍ଥା ଗଣତାନ୍ତ୍ରିକ ଅନୁଷ୍ଠାନ ପ୍ରତି ବଢ଼ିବ । ଏଥିପାଇଁ ସମସ୍ତଙ୍କ ସହଯୋଗ ଆବଶ୍ୟକ । [340, 891, 1140, 1139]
letter1-title: ନିର୍ମଳ ଭାରତ ଯୋଜନା ବିଫଳ [1190, 65, 1458, 93]
solution-cell: 9 [1350, 2169, 1366, 2186]
sudoku-cell: 8 [1179, 1872, 1211, 1904]
